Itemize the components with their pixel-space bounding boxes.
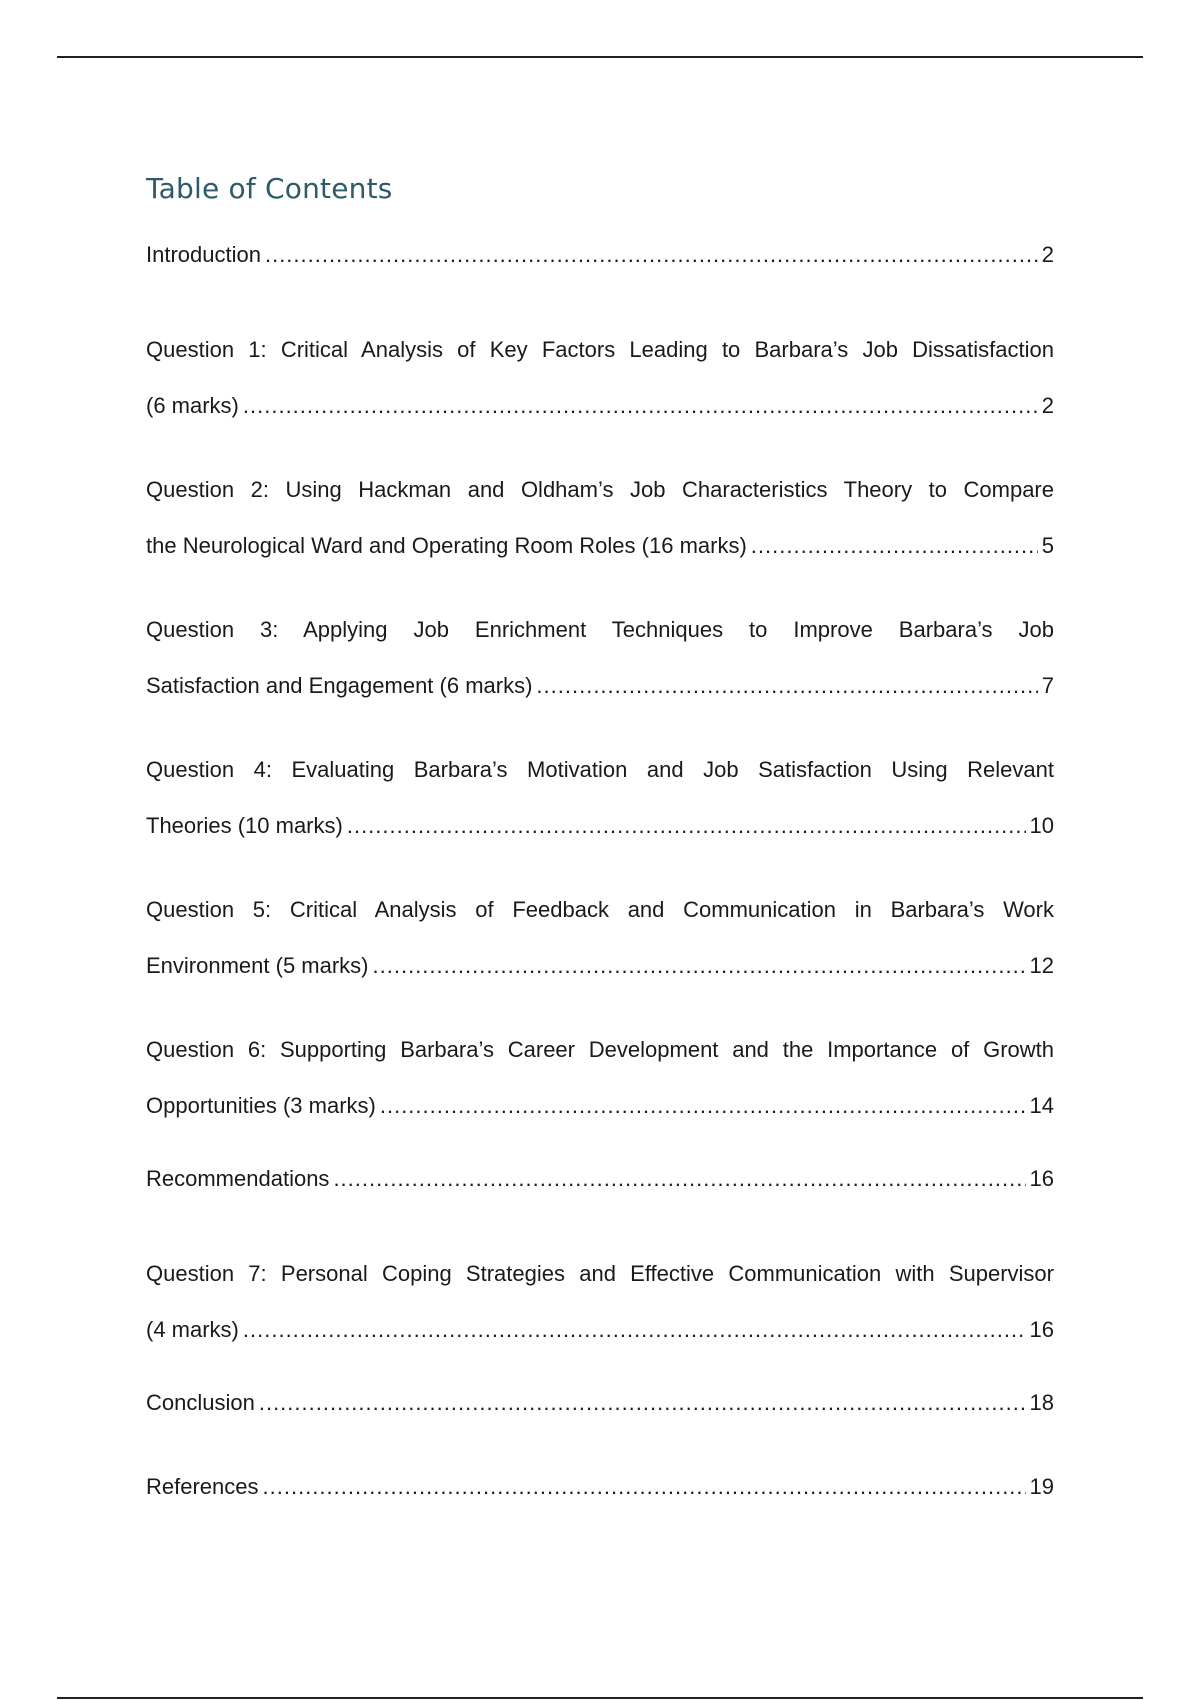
toc-entry-text: Question 7: Personal Coping Strategies and Effective Communication with Supervisor bbox=[146, 1261, 1054, 1286]
toc-entry-text: Introduction bbox=[146, 242, 261, 267]
toc-entry-line bbox=[146, 1470, 1054, 1504]
dot-leader bbox=[243, 1302, 1026, 1358]
dot-leader bbox=[259, 1386, 1026, 1420]
toc-entry-line bbox=[146, 238, 1054, 272]
toc-title: Table of Contents bbox=[146, 172, 393, 205]
toc-page-number: 2 bbox=[1041, 393, 1054, 418]
toc-entry-text: Question 1: Critical Analysis of Key Factors Leading to Barbara’s Job Dissatisfaction bbox=[146, 337, 1054, 362]
toc-entry-introduction[interactable] bbox=[146, 238, 1054, 272]
toc-page-number: 12 bbox=[1029, 953, 1054, 978]
toc-entry-text: (4 marks) bbox=[146, 1317, 239, 1342]
toc-entry-text: Question 6: Supporting Barbara’s Career Development and the Importance of Growth bbox=[146, 1037, 1054, 1062]
toc-entry-line bbox=[146, 1386, 1054, 1420]
toc-entry-question-2[interactable] bbox=[146, 462, 1054, 574]
toc-entry-text: References bbox=[146, 1474, 259, 1499]
toc-entry-text: Satisfaction and Engagement (6 marks) bbox=[146, 673, 533, 698]
toc-page-number: 14 bbox=[1029, 1093, 1054, 1118]
toc-entry-text: Theories (10 marks) bbox=[146, 813, 343, 838]
dot-leader bbox=[373, 938, 1026, 994]
toc-entry-recommendations[interactable] bbox=[146, 1162, 1054, 1196]
toc-entry-line bbox=[146, 1162, 1054, 1196]
toc-page-number: 16 bbox=[1029, 1317, 1054, 1342]
toc-entry-text: Question 4: Evaluating Barbara’s Motivation and Job Satisfaction Using Relevant bbox=[146, 757, 1054, 782]
dot-leader bbox=[536, 658, 1037, 714]
toc-page-number: 7 bbox=[1041, 673, 1054, 698]
toc-entry-text: (6 marks) bbox=[146, 393, 239, 418]
header-rule bbox=[57, 56, 1143, 58]
toc-entry-question-3[interactable] bbox=[146, 602, 1054, 714]
toc-page-number: 5 bbox=[1041, 533, 1054, 558]
toc-entry-text: Conclusion bbox=[146, 1390, 255, 1415]
toc-entry-line bbox=[146, 1078, 1054, 1134]
toc-list bbox=[146, 238, 1054, 1554]
toc-entry-conclusion[interactable] bbox=[146, 1386, 1054, 1420]
toc-entry-line bbox=[146, 518, 1054, 574]
footer-rule bbox=[57, 1697, 1143, 1699]
toc-entry-text: the Neurological Ward and Operating Room Roles (16 marks) bbox=[146, 533, 747, 558]
dot-leader bbox=[751, 518, 1038, 574]
toc-entry-question-1[interactable] bbox=[146, 322, 1054, 434]
toc-entry-text: Question 5: Critical Analysis of Feedback and Communication in Barbara’s Work bbox=[146, 897, 1054, 922]
toc-entry-line bbox=[146, 938, 1054, 994]
toc-entry-question-7[interactable] bbox=[146, 1246, 1054, 1358]
toc-page-number: 2 bbox=[1041, 242, 1054, 267]
dot-leader bbox=[347, 798, 1026, 854]
toc-entry-line bbox=[146, 658, 1054, 714]
toc-entry-line bbox=[146, 798, 1054, 854]
dot-leader bbox=[333, 1162, 1025, 1196]
toc-entry-question-6[interactable] bbox=[146, 1022, 1054, 1134]
toc-page-number: 10 bbox=[1029, 813, 1054, 838]
toc-page-number: 19 bbox=[1029, 1474, 1054, 1499]
toc-entry-question-4[interactable] bbox=[146, 742, 1054, 854]
toc-entry-text: Question 2: Using Hackman and Oldham’s Job Characteristics Theory to Compare bbox=[146, 477, 1054, 502]
toc-entry-line bbox=[146, 378, 1054, 434]
toc-entry-text: Environment (5 marks) bbox=[146, 953, 369, 978]
toc-entry-question-5[interactable] bbox=[146, 882, 1054, 994]
toc-page-number: 18 bbox=[1029, 1390, 1054, 1415]
toc-entry-references[interactable] bbox=[146, 1470, 1054, 1504]
toc-entry-text: Question 3: Applying Job Enrichment Techniques to Improve Barbara’s Job bbox=[146, 617, 1054, 642]
dot-leader bbox=[380, 1078, 1026, 1134]
toc-entry-line bbox=[146, 1302, 1054, 1358]
dot-leader bbox=[265, 238, 1038, 272]
dot-leader bbox=[263, 1470, 1026, 1504]
toc-entry-text: Opportunities (3 marks) bbox=[146, 1093, 376, 1118]
dot-leader bbox=[243, 378, 1038, 434]
toc-entry-text: Recommendations bbox=[146, 1166, 330, 1191]
toc-page-number: 16 bbox=[1029, 1166, 1054, 1191]
